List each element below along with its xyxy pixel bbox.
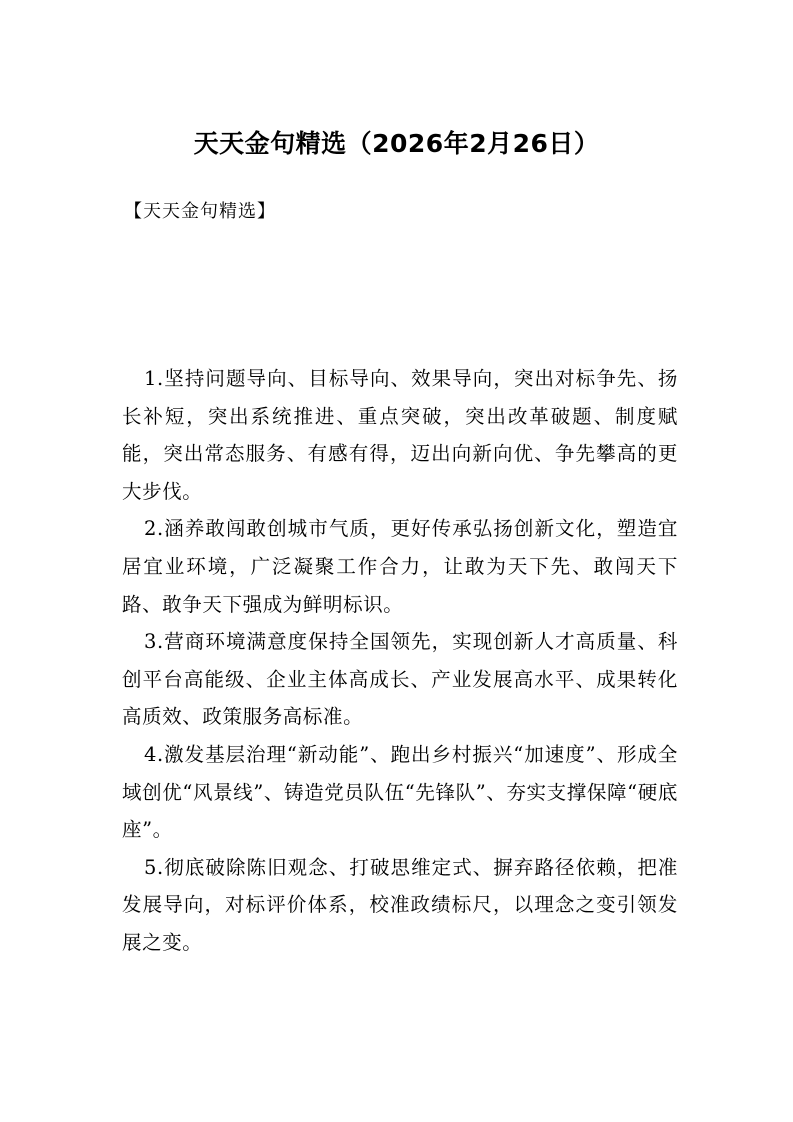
quote-list bbox=[122, 360, 678, 962]
section-label: 【天天金句精选】 bbox=[124, 201, 276, 222]
quote-paragraph-2: 2.涵养敢闯敢创城市气质，更好传承弘扬创新文化，塑造宜居宜业环境，广泛凝聚工作合力，让敢为天下先、敢闯天下路、敢争天下强成为鲜明标识。 bbox=[122, 517, 678, 616]
page-title: 天天金句精选（2026年2月26日） bbox=[193, 129, 600, 158]
quote-paragraph-1: 1.坚持问题导向、目标导向、效果导向，突出对标争先、扬长补短，突出系统推进、重点突破，突出改革破题、制度赋能，突出常态服务、有感有得，迈出向新向优、争先攀高的更大步伐。 bbox=[122, 367, 678, 503]
quote-paragraph-3: 3.营商环境满意度保持全国领先，实现创新人才高质量、科创平台高能级、企业主体高成长、产业发展高水平、成果转化高质效、政策服务高标准。 bbox=[122, 630, 678, 729]
quote-paragraph-4: 4.激发基层治理“新动能”、跑出乡村振兴“加速度”、形成全域创优“风景线”、铸造党员队伍“先锋队”、夯实支撑保障“硬底座”。 bbox=[122, 742, 678, 842]
quote-paragraph-5: 5.彻底破除陈旧观念、打破思维定式、摒弃路径依赖，把准发展导向，对标评价体系，校准政绩标尺，以理念之变引领发展之变。 bbox=[122, 855, 678, 954]
